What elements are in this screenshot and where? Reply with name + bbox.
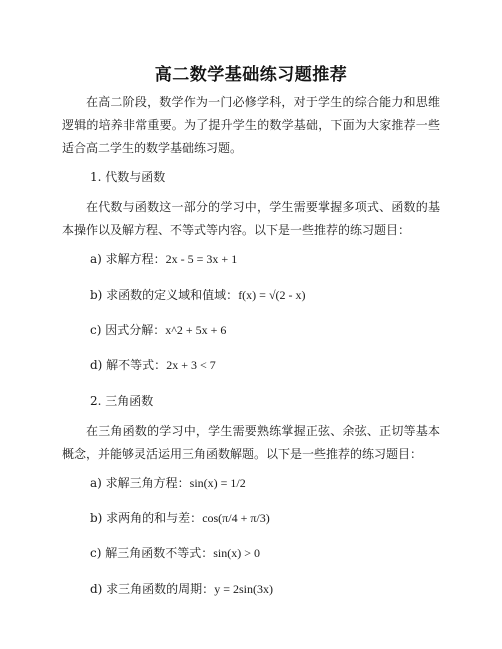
exercise-item: [90, 322, 226, 338]
exercise-label: a) 求解方程：: [90, 252, 166, 266]
section-heading-trigonometry: 2. 三角函数: [90, 394, 154, 408]
section-heading-algebra: 1. 代数与函数: [90, 170, 166, 184]
section-description-algebra: 在代数与函数这一部分的学习中，学生需要掌握多项式、函数的基本操作以及解方程、不等式等内容。以下是一些推荐的练习题目：: [62, 200, 440, 237]
exercise-expression: x^2 + 5x + 6: [165, 323, 227, 337]
exercise-label: c) 解三角函数不等式：: [90, 546, 214, 560]
intro-paragraph: 在高二阶段，数学作为一门必修学科，对于学生的综合能力和思维逻辑的培养非常重要。为了提升学生的数学基础，下面为大家推荐一些适合高二学生的数学基础练习题。: [62, 95, 440, 155]
exercise-item: [90, 475, 246, 491]
exercise-expression: sin(x) > 0: [213, 546, 260, 560]
exercise-expression: f(x) = √(2 - x): [238, 288, 306, 302]
exercise-label: b) 求函数的定义域和值域：: [90, 288, 239, 302]
exercise-item: [90, 545, 260, 561]
exercise-expression: y = 2sin(3x): [214, 582, 273, 596]
document-title: 高二数学基础练习题推荐: [154, 65, 348, 85]
exercise-expression: sin(x) = 1/2: [189, 476, 246, 490]
exercise-expression: 2x + 3 < 7: [166, 358, 216, 372]
exercise-label: b) 求两角的和与差：: [90, 511, 203, 525]
exercise-item: [90, 251, 237, 267]
exercise-expression: cos(π/4 + π/3): [202, 511, 270, 525]
exercise-label: d) 求三角函数的周期：: [90, 582, 215, 596]
exercise-item: [90, 357, 216, 373]
exercise-item: [90, 581, 273, 597]
exercise-item: [90, 287, 306, 303]
exercise-label: d) 解不等式：: [90, 358, 167, 372]
exercise-label: c) 因式分解：: [90, 323, 166, 337]
exercise-item: [90, 510, 270, 526]
section-description-trigonometry: 在三角函数的学习中，学生需要熟练掌握正弦、余弦、正切等基本概念，并能够灵活运用三角函数解题。以下是一些推荐的练习题目：: [62, 424, 440, 461]
exercise-expression: 2x - 5 = 3x + 1: [165, 252, 238, 266]
exercise-label: a) 求解三角方程：: [90, 476, 190, 490]
